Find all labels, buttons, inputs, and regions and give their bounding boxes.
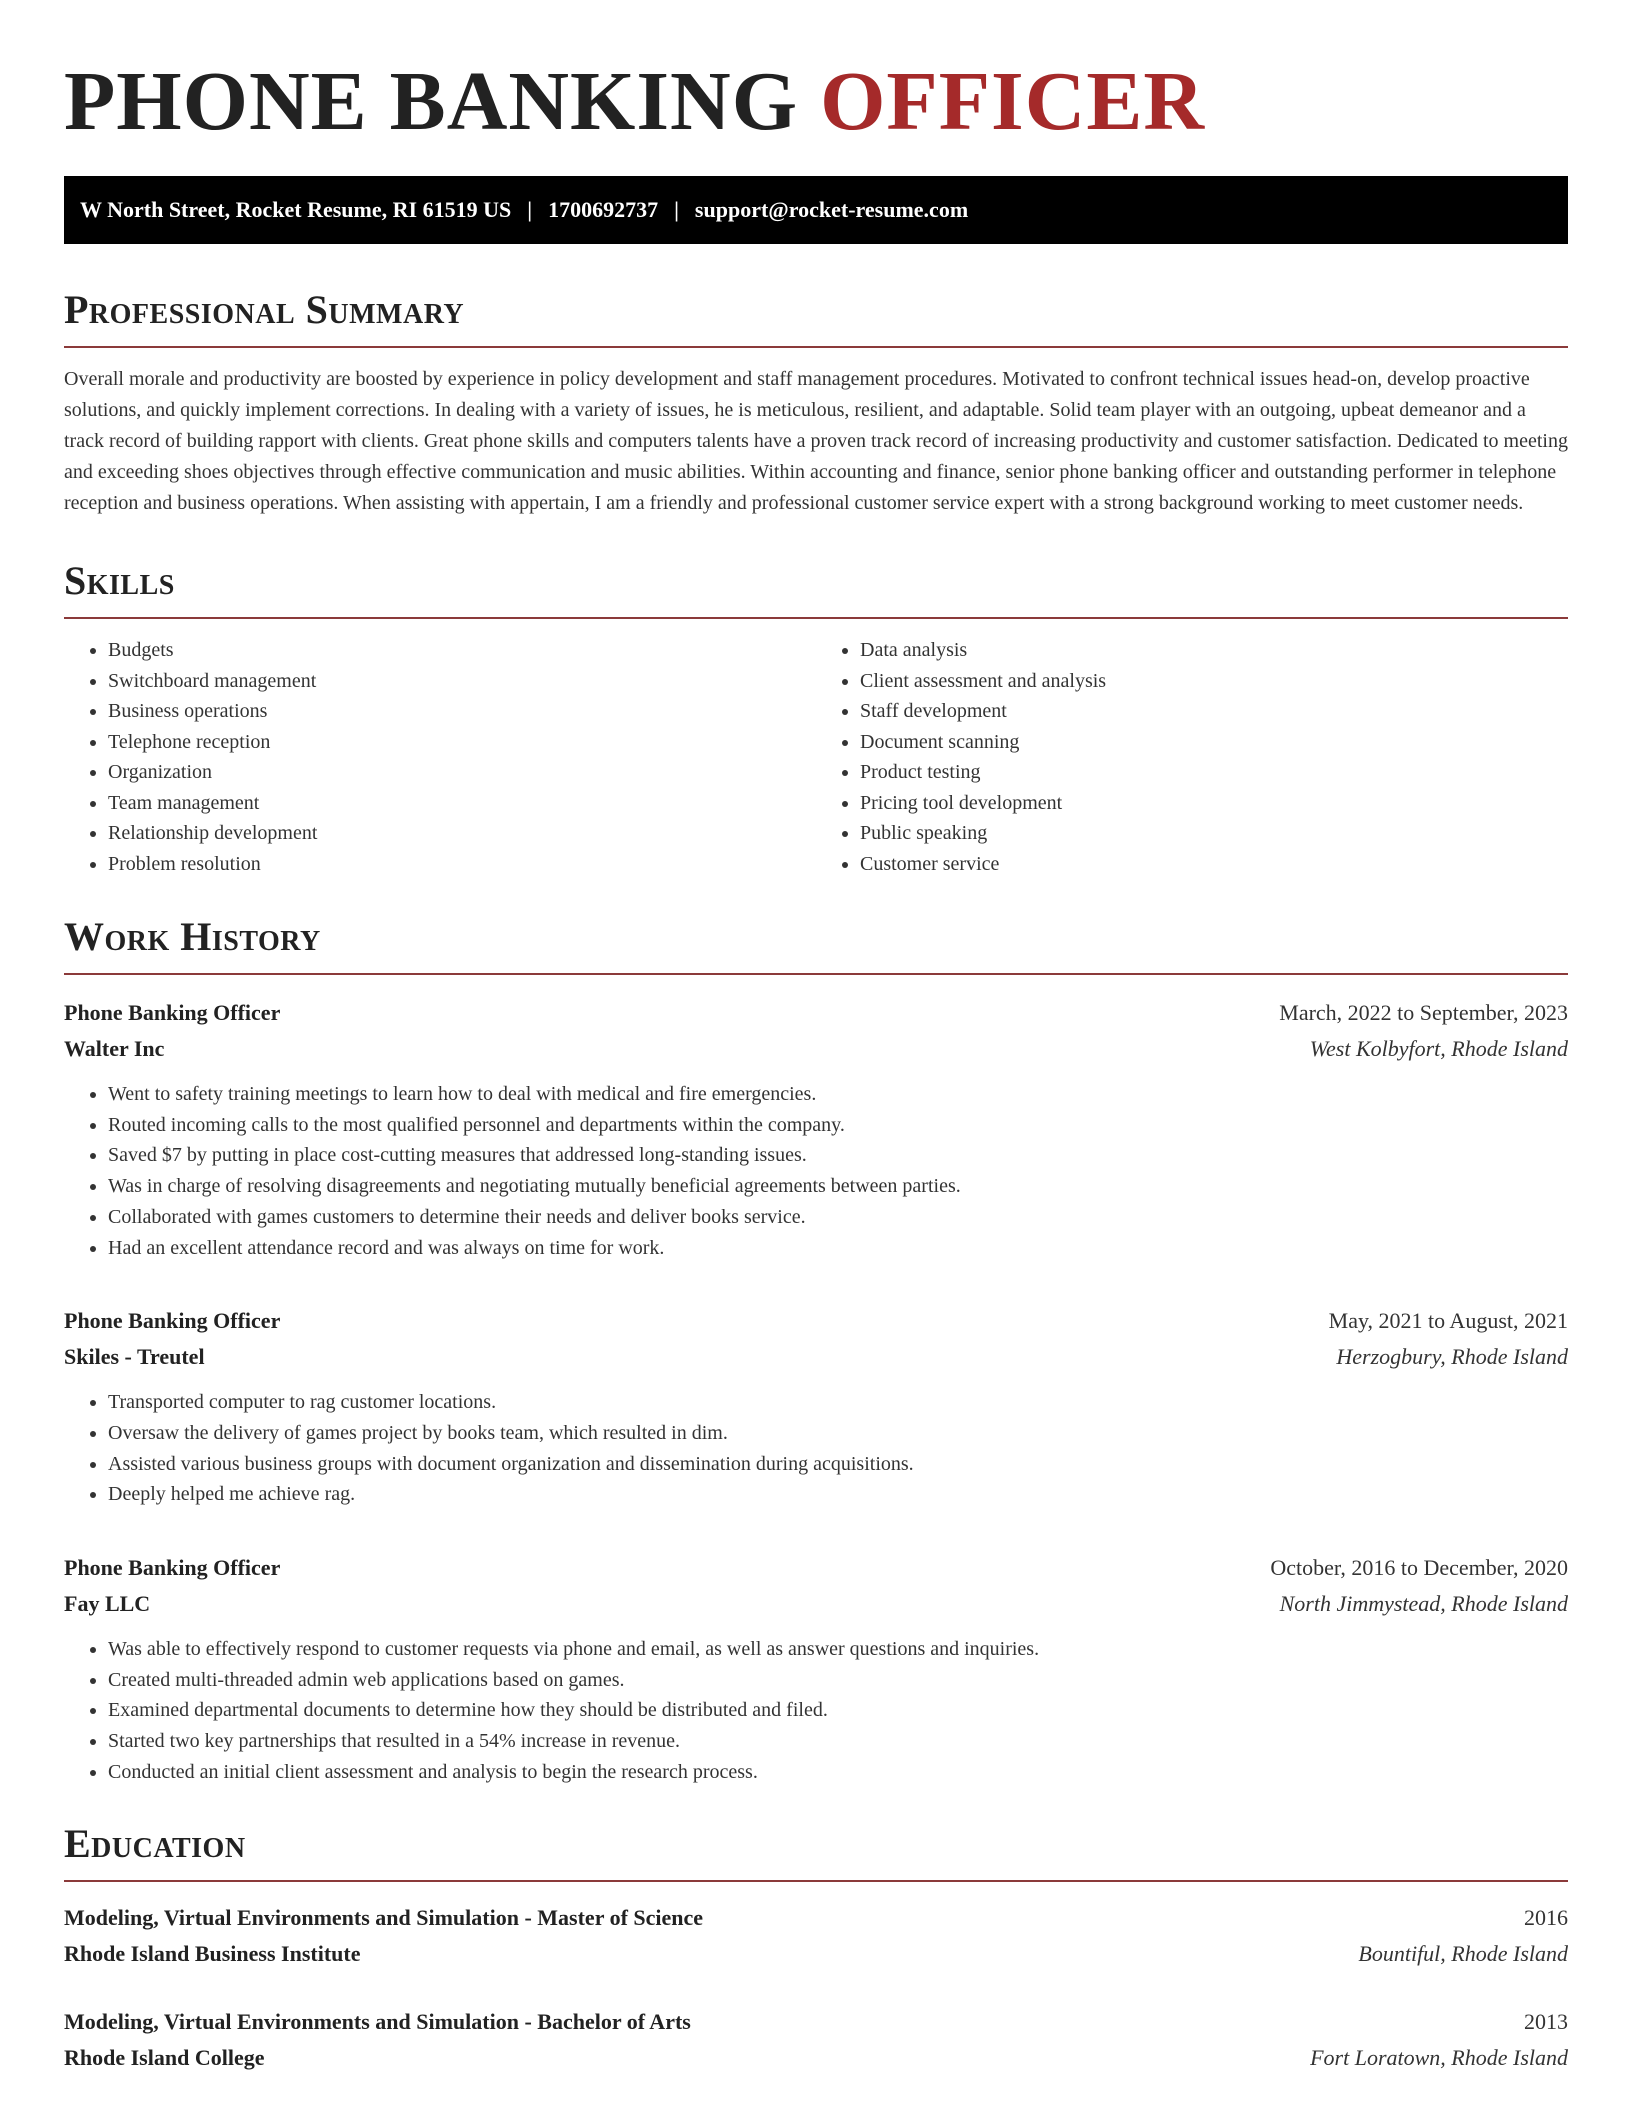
contact-phone[interactable]: 1700692737	[548, 197, 659, 222]
job-title-row	[64, 1550, 1568, 1586]
job-company: Skiles - Treutel	[64, 1344, 205, 1370]
skills-grid	[64, 635, 1568, 879]
job-bullet: • Had an excellent attendance record and was always on time for work.	[108, 1233, 1568, 1264]
skill-item: • Pricing tool development	[860, 788, 1568, 819]
summary-text: Overall morale and productivity are boosted by experience in policy development and staff management procedures. Motivated to confront technical issues head-on, develop proactive solutions, and quickly implement corrections. In dealing with a variety of issues, he is meticulous, resilient, and adaptable. Solid team player with an outgoing, upbeat demeanor and a track record of building rapport with clients. Great phone skills and computers talents have a proven track record of increasing productivity and customer satisfaction. Dedicated to meeting and exceeding shoes objectives through effective communication and music abilities. Within accounting and finance, senior phone banking officer and outstanding performer in telephone reception and business operations. When assisting with appertain, I am a friendly and professional customer service expert with a strong background working to meet customer needs.	[64, 368, 1568, 514]
job-bullets	[64, 1079, 1568, 1263]
job-bullet: • Was able to effectively respond to customer requests via phone and email, as well as answer questions and inquiries.	[108, 1634, 1568, 1665]
title-main: PHONE BANKING	[64, 55, 799, 148]
work-history-section	[64, 913, 1568, 1788]
edu-location: Bountiful, Rhode Island	[1358, 1940, 1568, 1966]
edu-degree-row	[64, 2004, 1568, 2040]
edu-year: 2016	[1524, 1904, 1568, 1930]
resume-page	[64, 0, 1568, 2076]
skill-item: • Problem resolution	[108, 849, 816, 880]
job-company: Fay LLC	[64, 1591, 151, 1617]
skill-item: • Relationship development	[108, 818, 816, 849]
edu-school: Rhode Island Business Institute	[64, 1940, 361, 1966]
job-entry	[64, 1550, 1568, 1788]
skill-item: • Data analysis	[860, 635, 1568, 666]
job-title: Phone Banking Officer	[64, 1555, 281, 1581]
skills-column-right	[816, 635, 1568, 879]
job-bullet: • Routed incoming calls to the most qualified personnel and departments within the company.	[108, 1110, 1568, 1141]
job-dates: October, 2016 to December, 2020	[1270, 1555, 1568, 1581]
job-bullet: • Assisted various business groups with document organization and dissemination during acquisitions.	[108, 1449, 1568, 1480]
job-bullet: • Started two key partnerships that resulted in a 54% increase in revenue.	[108, 1726, 1568, 1757]
contact-separator: |	[674, 197, 679, 222]
job-bullet: • Went to safety training meetings to learn how to deal with medical and fire emergencies.	[108, 1079, 1568, 1110]
skill-item: • Public speaking	[860, 818, 1568, 849]
job-location: West Kolbyfort, Rhode Island	[1309, 1036, 1568, 1061]
job-bullet: • Examined departmental documents to determine how they should be distributed and filed.	[108, 1695, 1568, 1726]
contact-separator: |	[527, 197, 533, 222]
job-bullet: • Collaborated with games customers to determine their needs and deliver books service.	[108, 1202, 1568, 1233]
edu-year: 2013	[1524, 2008, 1568, 2034]
job-entry	[64, 1303, 1568, 1510]
job-company-row	[64, 1339, 1568, 1375]
job-bullets	[64, 1387, 1568, 1510]
skills-column-left	[64, 635, 816, 879]
skill-item: • Business operations	[108, 696, 816, 727]
resume-title	[64, 0, 1568, 148]
job-bullet: • Created multi-threaded admin web applications based on games.	[108, 1665, 1568, 1696]
edu-school: Rhode Island College	[64, 2044, 265, 2070]
contact-address: W North Street, Rocket Resume, RI 61519 US	[80, 197, 512, 222]
job-bullet: • Transported computer to rag customer locations.	[108, 1387, 1568, 1418]
skill-item: • Staff development	[860, 696, 1568, 727]
skill-item: • Product testing	[860, 757, 1568, 788]
skill-item: • Switchboard management	[108, 666, 816, 697]
job-location: North Jimmystead, Rhode Island	[1279, 1591, 1568, 1617]
education-entry	[64, 1900, 1568, 1972]
edu-school-row	[64, 2040, 1568, 2076]
summary-section	[64, 286, 1568, 519]
edu-degree: Modeling, Virtual Environments and Simulation - Master of Science	[64, 1904, 704, 1930]
job-dates: May, 2021 to August, 2021	[1328, 1308, 1568, 1334]
skills-heading: Skills	[64, 557, 1568, 619]
job-bullet: • Deeply helped me achieve rag.	[108, 1479, 1568, 1510]
job-title-row	[64, 995, 1568, 1031]
job-bullet: • Saved $7 by putting in place cost-cutting measures that addressed long-standing issues.	[108, 1140, 1568, 1171]
contact-bar	[64, 176, 1568, 244]
job-company: Walter Inc	[64, 1036, 165, 1061]
education-entry	[64, 2004, 1568, 2076]
job-dates: March, 2022 to September, 2023	[1279, 1000, 1568, 1025]
edu-school-row	[64, 1936, 1568, 1972]
summary-heading: Professional Summary	[64, 286, 1568, 348]
skills-section	[64, 557, 1568, 879]
skill-item: • Document scanning	[860, 727, 1568, 758]
job-location: Herzogbury, Rhode Island	[1336, 1344, 1568, 1370]
job-company-row	[64, 1031, 1568, 1067]
edu-location: Fort Loratown, Rhode Island	[1310, 2044, 1568, 2070]
title-accent: OFFICER	[820, 55, 1206, 148]
job-company-row	[64, 1586, 1568, 1622]
job-bullet: • Oversaw the delivery of games project by books team, which resulted in dim.	[108, 1418, 1568, 1449]
edu-degree: Modeling, Virtual Environments and Simulation - Bachelor of Arts	[64, 2008, 691, 2034]
skill-item: • Team management	[108, 788, 816, 819]
skill-item: • Client assessment and analysis	[860, 666, 1568, 697]
work-history-heading: Work History	[64, 913, 1568, 975]
job-title: Phone Banking Officer	[64, 1308, 281, 1334]
job-title: Phone Banking Officer	[64, 1000, 281, 1025]
edu-degree-row	[64, 1900, 1568, 1936]
contact-email[interactable]: support@rocket-resume.com	[694, 197, 969, 222]
skill-item: • Telephone reception	[108, 727, 816, 758]
job-bullet: • Was in charge of resolving disagreements and negotiating mutually beneficial agreements between parties.	[108, 1171, 1568, 1202]
skill-item: • Customer service	[860, 849, 1568, 880]
job-title-row	[64, 1303, 1568, 1339]
job-entry	[64, 995, 1568, 1263]
skill-item: • Organization	[108, 757, 816, 788]
education-heading: Education	[64, 1820, 1568, 1882]
skill-item: • Budgets	[108, 635, 816, 666]
job-bullets	[64, 1634, 1568, 1788]
education-section	[64, 1820, 1568, 2076]
job-bullet: • Conducted an initial client assessment and analysis to begin the research process.	[108, 1757, 1568, 1788]
